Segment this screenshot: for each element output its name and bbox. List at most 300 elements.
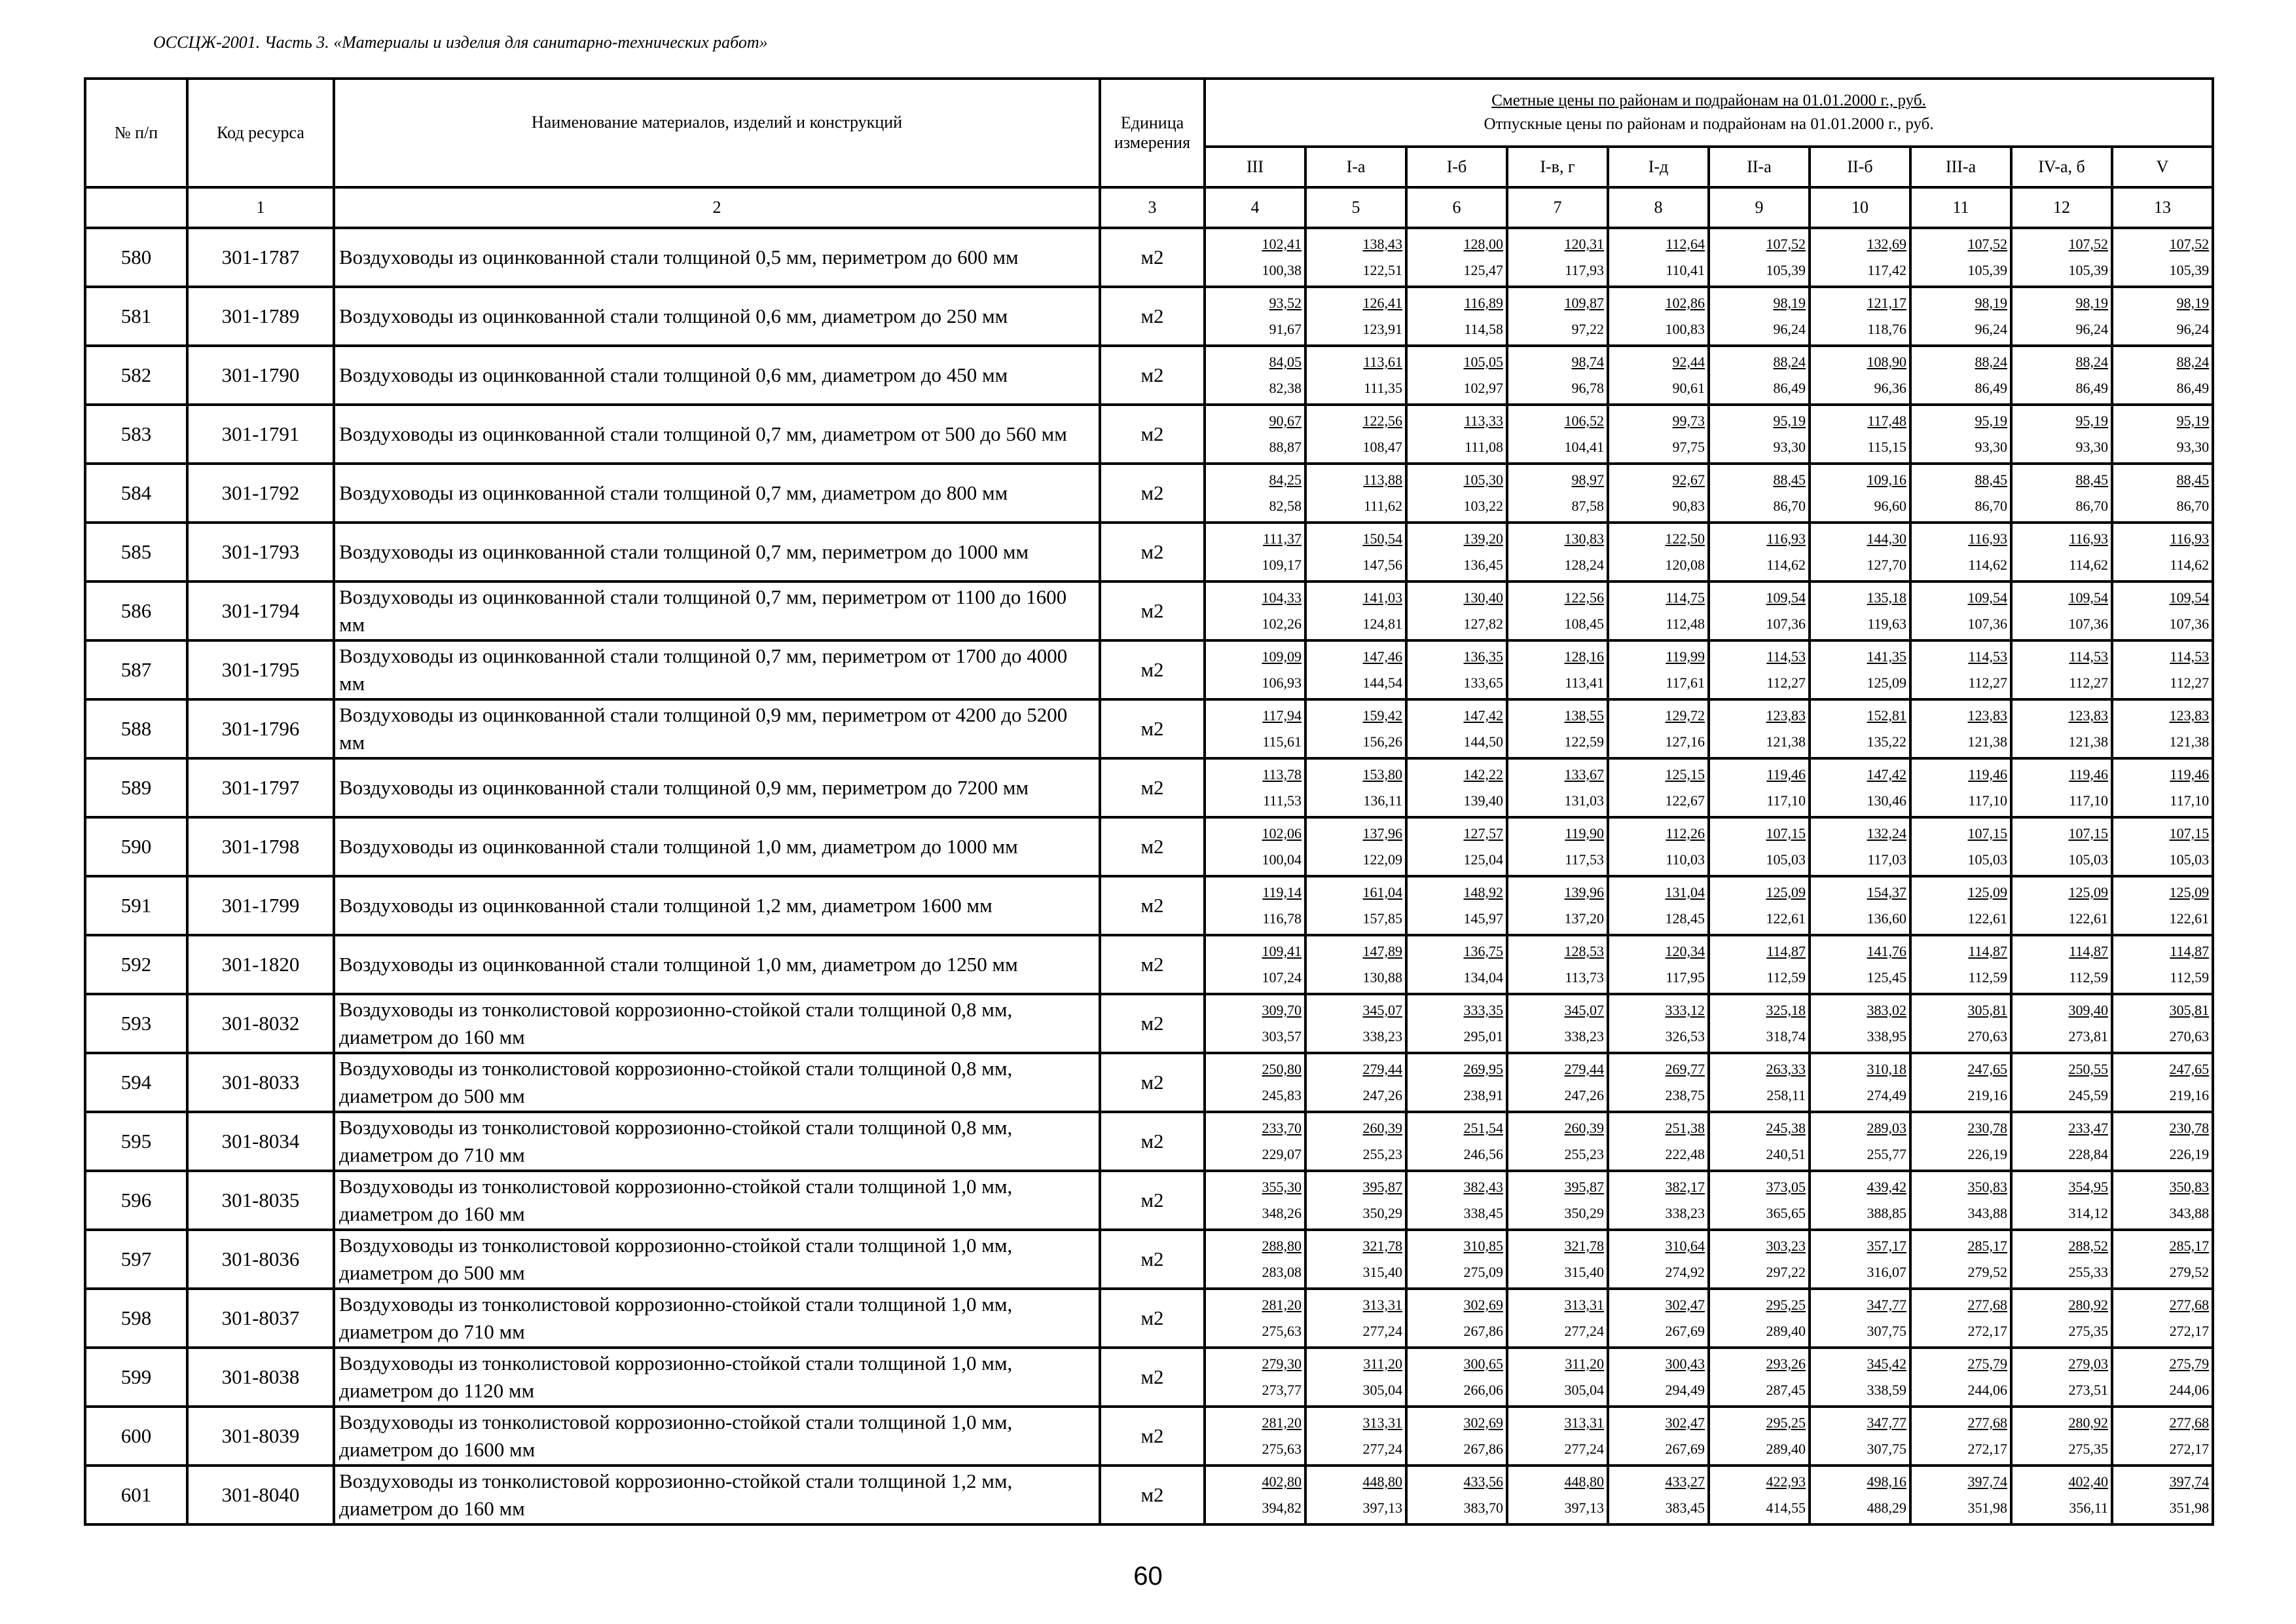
estimate-price: 119,90 [1565,825,1604,841]
release-price: 122,09 [1362,851,1402,868]
estimate-price: 98,19 [2075,295,2108,311]
release-price: 110,41 [1666,262,1705,278]
estimate-price: 275,79 [1967,1356,2007,1372]
release-price: 135,22 [1867,733,1906,750]
material-name: Воздуховоды из тонколистовой коррозионно-стойкой стали толщиной 1,0 мм, диаметром до 1120 мм [334,1348,1100,1407]
estimate-price: 92,67 [1672,471,1705,488]
estimate-price: 114,87 [2069,943,2108,959]
estimate-price: 498,16 [1867,1473,1906,1490]
release-price: 90,83 [1672,498,1705,514]
price-cell [1608,699,1709,758]
release-price: 93,30 [1975,439,2007,455]
release-price: 294,49 [1665,1382,1705,1398]
estimate-price: 397,74 [1967,1473,2007,1490]
estimate-price: 88,24 [2176,354,2210,370]
release-price: 315,40 [1564,1264,1604,1280]
estimate-price: 98,97 [1571,471,1604,488]
estimate-price: 125,09 [2169,884,2210,900]
resource-code: 301-1787 [187,228,334,287]
estimate-price: 279,30 [1262,1356,1302,1372]
price-cell [1608,1348,1709,1407]
price-cell [1810,876,1910,935]
release-price: 111,08 [1465,439,1503,455]
price-cell [1305,346,1406,405]
column-number: 12 [2011,187,2112,228]
price-cell [2011,1466,2112,1524]
price-cell [1507,1348,1608,1407]
release-price: 114,62 [1766,557,1806,573]
price-cell [1910,935,2011,994]
release-price: 117,42 [1867,262,1906,278]
price-cell [1608,935,1709,994]
price-cell [1709,1348,1810,1407]
price-cell [1910,523,2011,581]
release-price: 295,01 [1463,1028,1503,1044]
row-number: 600 [85,1407,187,1466]
price-cell [2011,640,2112,699]
price-cell [1507,1407,1608,1466]
resource-code: 301-1794 [187,581,334,640]
release-price: 343,88 [1967,1205,2007,1221]
release-price: 383,45 [1665,1500,1705,1516]
release-price: 274,92 [1665,1264,1705,1280]
release-price: 267,69 [1665,1323,1705,1339]
release-price: 113,41 [1565,674,1604,691]
estimate-price: 159,42 [1362,707,1402,724]
estimate-price: 310,85 [1463,1238,1503,1254]
release-price: 87,58 [1571,498,1604,514]
release-price: 116,78 [1262,910,1302,927]
unit-of-measure: м2 [1100,1348,1205,1407]
release-price: 246,56 [1463,1146,1503,1162]
estimate-price: 161,04 [1362,884,1402,900]
material-name: Воздуховоды из оцинкованной стали толщиной 0,9 мм, периметром до 7200 мм [334,758,1100,817]
price-cell [1709,1230,1810,1289]
price-cell [1507,228,1608,287]
price-cell [1406,1407,1507,1466]
release-price: 112,27 [2069,674,2108,691]
estimate-price: 250,80 [1262,1061,1302,1077]
release-price: 388,85 [1867,1205,1906,1221]
price-cell [1910,1053,2011,1112]
release-price: 112,59 [2069,969,2108,986]
price-cell [1205,405,1305,464]
table-row [85,1407,2213,1466]
unit-of-measure: м2 [1100,1466,1205,1524]
release-price: 131,03 [1564,792,1604,809]
price-cell [1406,758,1507,817]
release-price: 117,10 [1766,792,1806,809]
table-row [85,1230,2213,1289]
price-cell [1406,1230,1507,1289]
release-price: 133,65 [1463,674,1503,691]
column-number: 10 [1810,187,1910,228]
unit-of-measure: м2 [1100,994,1205,1053]
release-price: 305,04 [1564,1382,1604,1398]
estimate-price: 345,42 [1867,1356,1906,1372]
region-header: I-a [1305,147,1406,187]
release-price: 111,35 [1364,380,1402,396]
price-cell [1910,1466,2011,1524]
estimate-price: 109,54 [2169,589,2210,606]
price-cell [1205,287,1305,346]
release-price: 338,95 [1867,1028,1906,1044]
release-price: 255,23 [1564,1146,1604,1162]
row-number: 601 [85,1466,187,1524]
estimate-price: 302,69 [1463,1414,1503,1431]
estimate-price: 116,93 [1766,530,1806,547]
estimate-price: 122,56 [1564,589,1604,606]
estimate-price: 114,87 [1766,943,1806,959]
release-price: 86,49 [2075,380,2108,396]
release-price: 343,88 [2169,1205,2210,1221]
price-cell [2011,1053,2112,1112]
estimate-price: 116,93 [1968,530,2007,547]
release-price: 219,16 [1967,1087,2007,1103]
estimate-price: 95,19 [1773,413,1806,429]
release-price: 117,10 [2069,792,2108,809]
resource-code: 301-8035 [187,1171,334,1230]
estimate-price: 88,45 [2176,471,2210,488]
estimate-price: 150,54 [1362,530,1402,547]
material-name: Воздуховоды из оцинкованной стали толщиной 0,7 мм, периметром до 1000 мм [334,523,1100,581]
release-price: 93,30 [2176,439,2210,455]
estimate-price: 311,20 [1565,1356,1604,1372]
price-cell [1608,346,1709,405]
price-cell [1406,228,1507,287]
estimate-price: 147,42 [1463,707,1503,724]
estimate-price: 147,89 [1362,943,1402,959]
estimate-price: 95,19 [2075,413,2108,429]
estimate-price: 285,17 [2169,1238,2210,1254]
estimate-price: 382,43 [1463,1179,1503,1195]
estimate-price: 269,95 [1463,1061,1503,1077]
estimate-price: 139,96 [1564,884,1604,900]
unit-of-measure: м2 [1100,228,1205,287]
estimate-price: 104,33 [1262,589,1302,606]
price-cell [1608,1407,1709,1466]
release-price: 144,54 [1362,674,1402,691]
price-cell [1810,817,1910,876]
price-cell [1810,758,1910,817]
estimate-price: 107,52 [2169,236,2210,252]
price-cell [1305,1171,1406,1230]
column-number: 2 [334,187,1100,228]
release-price: 270,63 [1967,1028,2007,1044]
price-cell [1305,699,1406,758]
release-price: 122,67 [1665,792,1705,809]
table-row [85,1112,2213,1171]
estimate-price: 373,05 [1766,1179,1806,1195]
price-cell [2112,876,2213,935]
price-cell [1305,1289,1406,1348]
table-row [85,405,2213,464]
table-row [85,640,2213,699]
release-price: 112,27 [1766,674,1806,691]
region-header: I-в, г [1507,147,1608,187]
estimate-price: 119,14 [1262,884,1302,900]
price-cell [1507,758,1608,817]
price-cell [1205,640,1305,699]
price-cell [2011,287,2112,346]
release-price: 102,26 [1262,616,1302,632]
estimate-price: 275,79 [2169,1356,2210,1372]
price-cell [1910,464,2011,523]
release-price: 136,11 [1363,792,1402,809]
price-cell [2112,1230,2213,1289]
release-price: 297,22 [1766,1264,1806,1280]
price-cell [1709,994,1810,1053]
price-cell [1810,1171,1910,1230]
price-cell [1608,1289,1709,1348]
price-cell [1205,935,1305,994]
release-price: 121,38 [2068,733,2108,750]
estimate-price: 148,92 [1463,884,1503,900]
resource-code: 301-8038 [187,1348,334,1407]
release-price: 117,03 [1867,851,1906,868]
estimate-price: 119,46 [1968,766,2007,783]
estimate-price: 260,39 [1362,1120,1402,1136]
release-price: 107,36 [1967,616,2007,632]
resource-code: 301-8037 [187,1289,334,1348]
estimate-price: 295,25 [1766,1297,1806,1313]
price-cell [1709,1112,1810,1171]
release-price: 102,97 [1463,380,1503,396]
price-cell [1305,758,1406,817]
release-price: 114,62 [2170,557,2210,573]
estimate-price: 347,77 [1867,1414,1906,1431]
price-cell [1810,1053,1910,1112]
price-cell [1305,581,1406,640]
release-price: 117,53 [1565,851,1604,868]
unit-of-measure: м2 [1100,464,1205,523]
price-cell [1406,1171,1507,1230]
price-cell [2011,1171,2112,1230]
price-cell [2011,228,2112,287]
material-name: Воздуховоды из тонколистовой коррозионно-стойкой стали толщиной 0,8 мм, диаметром до 160 мм [334,994,1100,1053]
price-cell [1305,1466,1406,1524]
price-cell [1507,640,1608,699]
price-cell [1810,1289,1910,1348]
estimate-price: 325,18 [1766,1002,1806,1018]
release-price: 122,61 [1766,910,1806,927]
release-price: 279,52 [2169,1264,2210,1280]
estimate-price: 98,19 [1975,295,2007,311]
release-price: 219,16 [2169,1087,2210,1103]
column-number-blank [85,187,187,228]
release-price: 117,10 [2170,792,2210,809]
unit-of-measure: м2 [1100,817,1205,876]
row-number: 588 [85,699,187,758]
estimate-price: 277,68 [1967,1297,2007,1313]
release-price: 338,45 [1463,1205,1503,1221]
release-price: 121,38 [1967,733,2007,750]
resource-code: 301-8036 [187,1230,334,1289]
price-cell [2011,405,2112,464]
release-price: 266,06 [1463,1382,1503,1398]
release-price: 86,70 [2176,498,2210,514]
price-cell [1608,817,1709,876]
price-cell [2011,523,2112,581]
estimate-price: 247,65 [1967,1061,2007,1077]
price-cell [1709,699,1810,758]
estimate-price: 289,03 [1867,1120,1906,1136]
release-price: 86,49 [2176,380,2210,396]
price-cell [2011,994,2112,1053]
price-cell [1507,287,1608,346]
row-number: 598 [85,1289,187,1348]
release-price: 338,59 [1867,1382,1906,1398]
estimate-price: 230,78 [2169,1120,2210,1136]
release-price: 120,08 [1665,557,1705,573]
row-number: 589 [85,758,187,817]
price-cell [1205,464,1305,523]
release-price: 107,36 [2068,616,2108,632]
release-price: 96,60 [1874,498,1906,514]
unit-of-measure: м2 [1100,876,1205,935]
release-price: 394,82 [1262,1500,1302,1516]
price-cell [1305,1407,1406,1466]
release-price: 117,10 [1968,792,2007,809]
price-cell [1910,640,2011,699]
release-price: 112,48 [1666,616,1705,632]
estimate-price: 88,45 [2075,471,2108,488]
estimate-price: 88,24 [2075,354,2108,370]
price-cell [1709,523,1810,581]
estimate-price: 247,65 [2169,1061,2210,1077]
price-cell [1205,228,1305,287]
row-number: 585 [85,523,187,581]
estimate-price: 123,83 [1766,707,1806,724]
estimate-price: 109,41 [1262,943,1302,959]
estimate-price: 135,18 [1867,589,1906,606]
material-name: Воздуховоды из оцинкованной стали толщиной 1,0 мм, диаметром до 1250 мм [334,935,1100,994]
estimate-price: 152,81 [1867,707,1906,724]
release-price: 255,77 [1867,1146,1906,1162]
estimate-price: 251,54 [1463,1120,1503,1136]
resource-code: 301-1798 [187,817,334,876]
estimate-price: 279,03 [2068,1356,2108,1372]
estimate-price: 395,87 [1362,1179,1402,1195]
table-row [85,581,2213,640]
estimate-price: 439,42 [1867,1179,1906,1195]
document-header: ОССЦЖ-2001. Часть 3. «Материалы и изделия для санитарно-технических работ» [153,33,768,52]
price-cell [1305,640,1406,699]
release-price: 114,62 [2069,557,2108,573]
estimate-price: 313,31 [1362,1414,1402,1431]
estimate-price: 130,83 [1564,530,1604,547]
release-price: 247,26 [1564,1087,1604,1103]
estimate-price: 350,83 [2169,1179,2210,1195]
estimate-price: 433,56 [1463,1473,1503,1490]
release-price: 318,74 [1766,1028,1806,1044]
release-price: 82,58 [1269,498,1302,514]
row-number: 599 [85,1348,187,1407]
estimate-price: 251,38 [1665,1120,1705,1136]
release-price: 144,50 [1463,733,1503,750]
price-cell [1709,1053,1810,1112]
unit-of-measure: м2 [1100,405,1205,464]
estimate-price: 321,78 [1564,1238,1604,1254]
unit-of-measure: м2 [1100,935,1205,994]
price-cell [1507,994,1608,1053]
release-price: 255,33 [2068,1264,2108,1280]
release-price: 109,17 [1262,557,1302,573]
estimate-price: 125,09 [1967,884,2007,900]
release-price: 96,78 [1571,380,1604,396]
estimate-price: 119,99 [1666,648,1705,665]
price-cell [1608,876,1709,935]
table-row [85,523,2213,581]
column-number: 4 [1205,187,1305,228]
price-cell [1205,346,1305,405]
price-cell [1507,581,1608,640]
page-number: 60 [1133,1562,1163,1591]
release-price: 110,03 [1666,851,1705,868]
price-cell [1205,1466,1305,1524]
estimate-price: 116,93 [2170,530,2210,547]
price-cell [1709,405,1810,464]
estimate-price: 305,81 [2169,1002,2210,1018]
table-row [85,817,2213,876]
price-cell [1205,876,1305,935]
release-price: 127,82 [1463,616,1503,632]
release-price: 130,46 [1867,792,1906,809]
price-cell [1709,817,1810,876]
price-cell [2112,935,2213,994]
row-number: 590 [85,817,187,876]
release-price: 277,24 [1362,1441,1402,1457]
price-cell [2112,523,2213,581]
price-cell [1709,581,1810,640]
price-cell [1305,817,1406,876]
release-price: 127,16 [1665,733,1705,750]
price-cell [1406,1348,1507,1407]
price-cell [1608,523,1709,581]
resource-code: 301-8034 [187,1112,334,1171]
estimate-price: 114,53 [2069,648,2108,665]
price-cell [1305,1053,1406,1112]
release-price: 122,61 [2068,910,2108,927]
price-cell [1709,640,1810,699]
release-price: 274,49 [1867,1087,1906,1103]
estimate-price: 350,83 [1967,1179,2007,1195]
release-price: 226,19 [1967,1146,2007,1162]
price-cell [1910,994,2011,1053]
price-cell [1910,581,2011,640]
estimate-price: 250,55 [2068,1061,2108,1077]
price-cell [1910,405,2011,464]
estimate-price: 123,83 [2068,707,2108,724]
unit-of-measure: м2 [1100,699,1205,758]
release-price: 272,17 [2169,1441,2210,1457]
release-price: 86,49 [1975,380,2007,396]
estimate-price: 107,52 [1967,236,2007,252]
resource-code: 301-1820 [187,935,334,994]
release-price: 130,88 [1362,969,1402,986]
price-cell [1709,1466,1810,1524]
region-header: III-a [1910,147,2011,187]
row-number: 586 [85,581,187,640]
release-price: 124,81 [1362,616,1402,632]
estimate-price: 112,26 [1666,825,1705,841]
header-code: Код ресурса [187,79,334,187]
price-cell [1507,1053,1608,1112]
resource-code: 301-1790 [187,346,334,405]
price-cell [1608,581,1709,640]
release-price: 272,17 [1967,1441,2007,1457]
release-price: 91,67 [1269,321,1302,337]
